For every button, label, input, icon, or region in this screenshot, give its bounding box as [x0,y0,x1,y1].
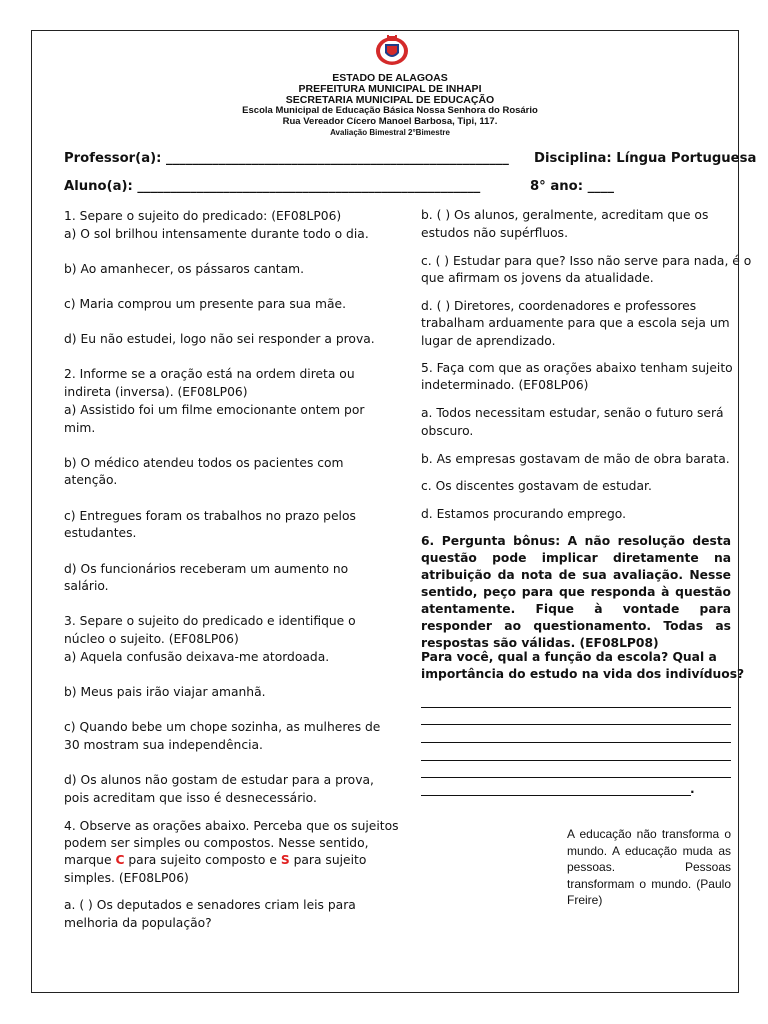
q4-line3-part2: para sujeito composto e [124,853,281,867]
q4-item-b-line1[interactable]: b. ( ) Os alunos, geralmente, acreditam que os [421,208,709,222]
answer-line-1[interactable] [421,707,731,708]
q5-item-a-line2: obscuro. [421,424,474,438]
q5-statement-line1: 5. Faça com que as orações abaixo tenham sujeito [421,361,733,375]
answer-line-2[interactable] [421,724,731,725]
q3-statement-line1: 3. Separe o sujeito do predicado e identifique o [64,614,356,628]
q1-item-d: d) Eu não estudei, logo não sei responder a prova. [64,332,375,346]
q4-item-d-line2: trabalham arduamente para que a escola seja um [421,316,730,330]
q4-item-c-line2: que afirmam os jovens da atualidade. [421,271,654,285]
simple-subject-letter: S [280,853,290,867]
q6-bonus-statement: 6. Pergunta bônus: A não resolução desta questão pode implicar diretamente na atribuição da nota de sua avaliação. Nesse sentido, peço para que responda à questão atentamente. Fique à vontade para responder ao questionamento. Todas as respostas são válidas. (EF08LP08) [421,534,731,650]
q4-line3-part1: marque [64,853,116,867]
q1-statement: 1. Separe o sujeito do predicado: (EF08LP06) [64,209,342,223]
q4-line3-part3: para sujeito [289,853,367,867]
q1-item-c: c) Maria comprou um presente para sua mãe. [64,297,346,311]
q2-item-a-line2: mim. [64,421,96,435]
professor-field[interactable]: Professor(a): ____________________________________________________ [64,151,509,166]
q4-item-d-line3: lugar de aprendizado. [421,334,556,348]
q2-item-b-line1: b) O médico atendeu todos os pacientes com [64,456,344,470]
q5-item-c: c. Os discentes gostavam de estudar. [421,479,652,493]
q4-statement-line3 [64,852,366,870]
q4-item-a-line1[interactable]: a. ( ) Os deputados e senadores criam leis para [64,898,356,912]
q4-statement-line4: simples. (EF08LP06) [64,871,189,885]
header-exam: Avaliação Bimestral 2°Bimestre [330,128,450,137]
student-field[interactable]: Aluno(a): ____________________________________________________ [64,179,481,194]
q1-item-a: a) O sol brilhou intensamente durante todo o dia. [64,227,369,241]
q2-item-d-line1: d) Os funcionários receberam um aumento no [64,562,349,576]
q2-item-b-line2: atenção. [64,473,118,487]
answer-line-6[interactable] [421,795,691,796]
q5-item-d: d. Estamos procurando emprego. [421,507,626,521]
grade-field[interactable]: 8° ano: ____ [530,179,614,194]
q4-statement-line2: podem ser simples ou compostos. Nesse sentido, [64,836,369,850]
q2-item-a-line1: a) Assistido foi um filme emocionante ontem por [64,403,365,417]
q3-item-b: b) Meus pais irão viajar amanhã. [64,685,266,699]
header-address: Rua Vereador Cícero Manoel Barbosa, Tipi, 117. [282,116,498,127]
q3-statement-line2: núcleo o sujeito. (EF08LP06) [64,632,239,646]
q3-item-c-line2: 30 mostram sua independência. [64,738,263,752]
q4-item-d-line1[interactable]: d. ( ) Diretores, coordenadores e professores [421,299,697,313]
q5-item-a-line1: a. Todos necessitam estudar, senão o futuro será [421,406,724,420]
header-prefecture: PREFEITURA MUNICIPAL DE INHAPI [298,83,482,95]
q6-question-line2: importância do estudo na vida dos indivíduos? [421,667,745,681]
q1-item-b: b) Ao amanhecer, os pássaros cantam. [64,262,305,276]
q2-statement-line1: 2. Informe se a oração está na ordem direta ou [64,367,355,381]
q2-item-c-line2: estudantes. [64,526,137,540]
answer-line-3[interactable] [421,742,731,743]
header-state: ESTADO DE ALAGOAS [332,72,448,84]
q4-item-a-line2: melhoria da população? [64,916,212,930]
q2-item-c-line1: c) Entregues foram os trabalhos no prazo pelos [64,509,356,523]
q2-statement-line2: indireta (inversa). (EF08LP06) [64,385,248,399]
municipal-coat-of-arms-icon [373,33,411,67]
q3-item-a: a) Aquela confusão deixava-me atordoada. [64,650,330,664]
discipline-label: Disciplina: Língua Portuguesa [534,151,757,166]
composite-subject-letter: C [115,853,125,867]
q3-item-c-line1: c) Quando bebe um chope sozinha, as mulheres de [64,720,381,734]
q3-item-d-line1: d) Os alunos não gostam de estudar para a prova, [64,773,374,787]
q4-statement-line1: 4. Observe as orações abaixo. Perceba que os sujeitos [64,819,399,833]
q5-statement-line2: indeterminado. (EF08LP06) [421,378,589,392]
paulo-freire-quote: A educação não transforma o mundo. A educação muda as pessoas. Pessoas transformam o mundo. (Paulo Freire) [567,827,731,907]
q2-item-d-line2: salário. [64,579,109,593]
answer-end-mark: . [690,782,695,796]
answer-line-4[interactable] [421,760,731,761]
q4-item-c-line1[interactable]: c. ( ) Estudar para que? Isso não serve para nada, é o [421,254,752,268]
q5-item-b: b. As empresas gostavam de mão de obra barata. [421,452,730,466]
answer-line-5[interactable] [421,777,731,778]
q4-item-b-line2: estudos não supérfluos. [421,226,568,240]
header-secretariat: SECRETARIA MUNICIPAL DE EDUCAÇÃO [285,94,495,106]
q6-question-line1: Para você, qual a função da escola? Qual a [421,650,717,664]
q3-item-d-line2: pois acreditam que isso é desnecessário. [64,791,317,805]
header-school: Escola Municipal de Educação Básica Nossa Senhora do Rosário [242,105,538,116]
